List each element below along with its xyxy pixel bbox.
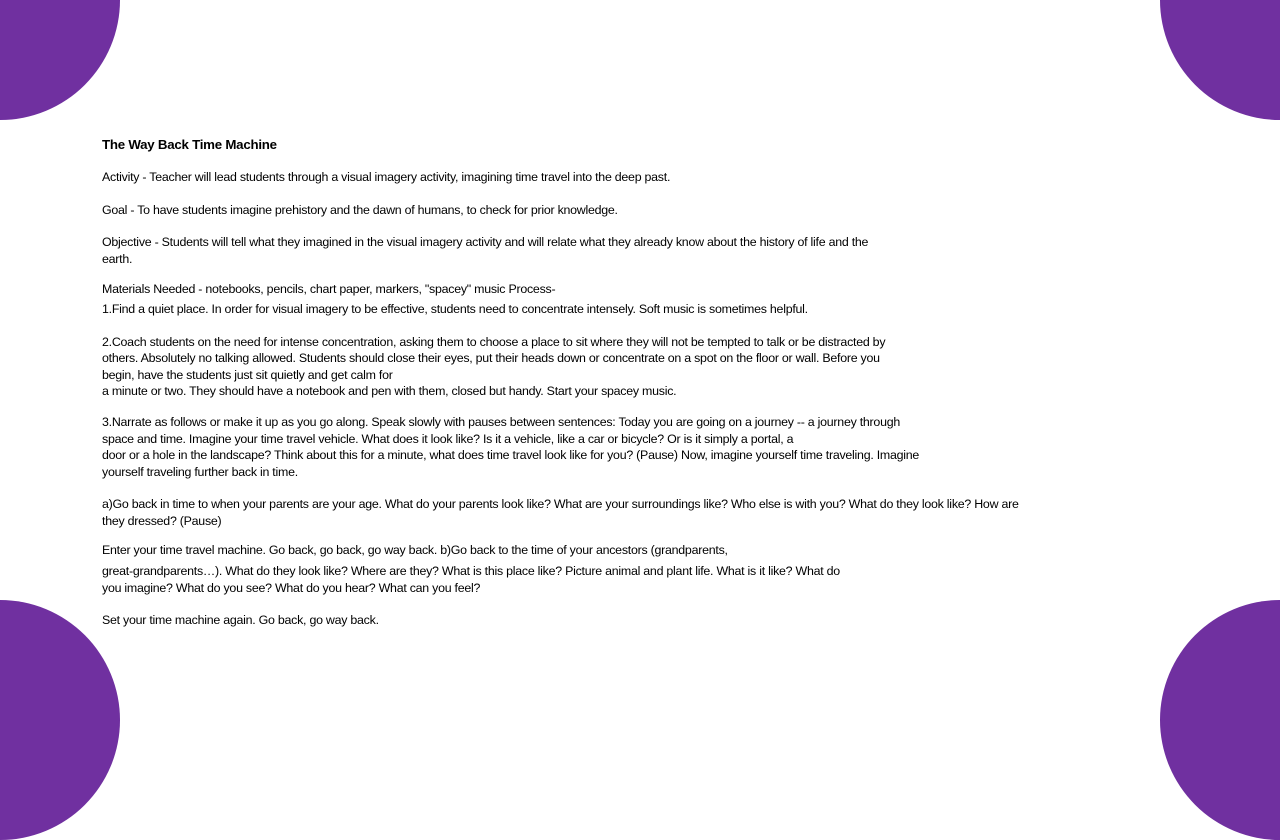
materials-text: Materials Needed - notebooks, pencils, chart paper, markers, "spacey" music Process-: [102, 282, 556, 297]
step-a-line: they dressed? (Pause): [102, 513, 222, 528]
step-b-line: you imagine? What do you see? What do you hear? What can you feel?: [102, 580, 481, 595]
step-3-line: 3.Narrate as follows or make it up as you go along. Speak slowly with pauses between sentences: Today you are going on a journey -- a journey through: [102, 415, 900, 430]
goal-text: Goal - To have students imagine prehistory and the dawn of humans, to check for prior knowledge.: [102, 202, 618, 217]
step-2-line: others. Absolutely no talking allowed. Students should close their eyes, put their heads down or concentrate on a spot on the floor or wall. Before you: [102, 351, 880, 366]
step-3-line: yourself traveling further back in time.: [102, 464, 298, 479]
step-2-line: 2.Coach students on the need for intense concentration, asking them to choose a place to sit where they will not be tempted to talk or be distracted by: [102, 334, 886, 349]
corner-decoration-top-left: [0, 0, 120, 120]
corner-decoration-top-right: [1160, 0, 1280, 120]
activity-text: Activity - Teacher will lead students through a visual imagery activity, imagining time travel into the deep past.: [102, 170, 671, 185]
final-text: Set your time machine again. Go back, go way back.: [102, 613, 379, 628]
objective-line: Objective - Students will tell what they imagined in the visual imagery activity and will relate what they already know about the history of life and the: [102, 235, 869, 250]
step-3-line: door or a hole in the landscape? Think about this for a minute, what does time travel look like for you? (Pause) Now, imagine yourself time traveling. Imagine: [102, 448, 920, 463]
step-a-block: [102, 496, 1162, 529]
enter-machine-text: Enter your time travel machine. Go back, go back, go way back. b)Go back to the time of your ancestors (grandparents,: [102, 542, 728, 557]
step-2-line: a minute or two. They should have a notebook and pen with them, closed but handy. Start your spacey music.: [102, 384, 677, 399]
objective-line: earth.: [102, 251, 133, 266]
step-2-block: [102, 334, 1162, 400]
step-b-line: great-grandparents…). What do they look like? Where are they? What is this place like? Picture animal and plant life. What is it like? What do: [102, 564, 840, 579]
step-a-line: a)Go back in time to when your parents are your age. What do your parents look like? What are your surroundings like? Who else is with you? What do they look like? How are: [102, 497, 1019, 512]
step-1-text: 1.Find a quiet place. In order for visual imagery to be effective, students need to concentrate intensely. Soft music is sometimes helpful.: [102, 302, 808, 317]
corner-decoration-bottom-left: [0, 600, 120, 840]
slide-body: [102, 137, 1162, 629]
step-2-line: begin, have the students just sit quietly and get calm for: [102, 367, 393, 382]
corner-decoration-bottom-right: [1160, 600, 1280, 840]
slide-title: The Way Back Time Machine: [102, 137, 277, 152]
step-b-block: [102, 563, 1162, 596]
objective-block: [102, 234, 1162, 267]
step-3-line: space and time. Imagine your time travel vehicle. What does it look like? Is it a vehicle, like a car or bicycle? Or is it simply a portal, a: [102, 431, 794, 446]
step-3-block: [102, 414, 1162, 480]
